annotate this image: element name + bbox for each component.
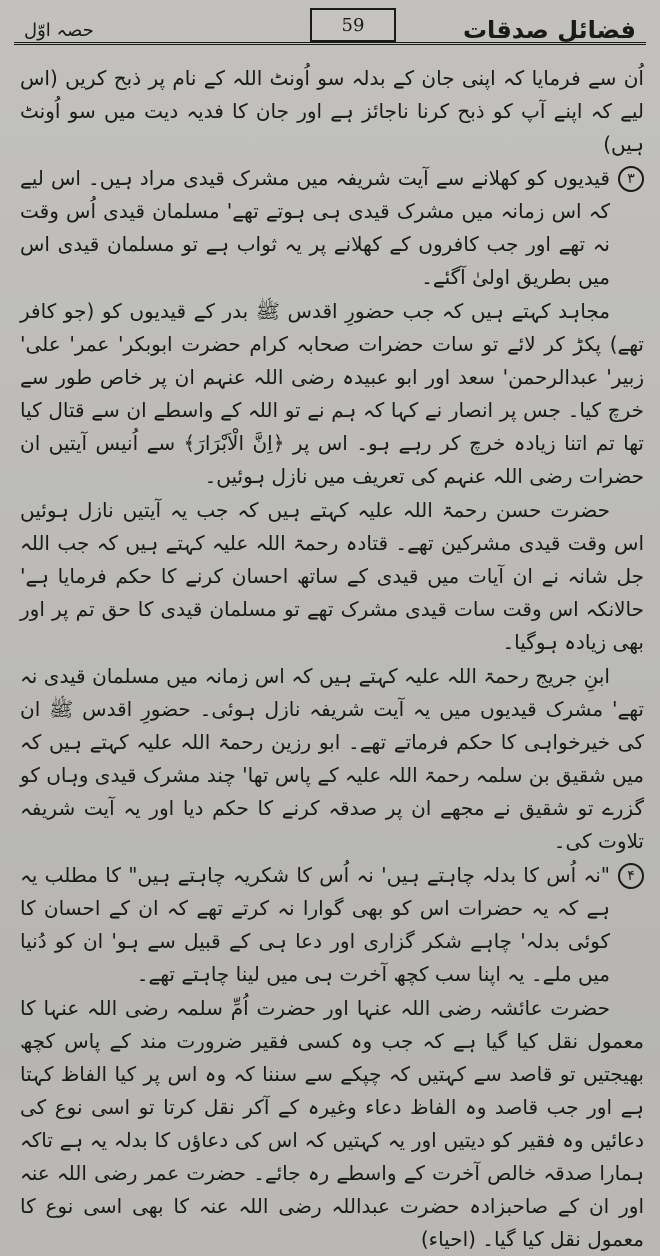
header-divider: [14, 42, 646, 45]
paragraph-4: حضرت حسن رحمۃ اللہ علیہ کہتے ہیں کہ جب یہ آیتیں نازل ہوئیں اس وقت قیدی مشرکین تھے۔ قتادہ رحمۃ اللہ علیہ کہتے ہیں کہ جب اللہ جل شانہ نے ان آیات میں قیدی کے ساتھ احسان کرنے کا حکم فرمایا ہے' حالانکہ اس وقت سات قیدی مشرک تھے تو مسلمان قیدی کا حق تم پر اور بھی زیادہ ہوگیا۔: [20, 498, 644, 654]
page-number: 59: [341, 14, 365, 36]
part-label: حصہ اوّل: [24, 20, 94, 41]
page-header: [18, 8, 642, 54]
paragraph-6: [20, 859, 644, 991]
page-number-box: [310, 8, 396, 42]
paragraph-2-text: قیدیوں کو کھلانے سے آیت شریفہ میں مشرک قیدی مراد ہیں۔ اس لیے کہ اس زمانہ میں مشرک قیدی ہی ہوتے تھے' مسلمان قیدی اُس وقت نہ تھے اور جب کافروں کے کھلانے پر یہ ثواب ہے تو مسلمان قیدی اس میں بطریق اولیٰ آگئے۔: [20, 166, 610, 289]
paragraph-3: مجاہد کہتے ہیں کہ جب حضورِ اقدس ﷺ بدر کے قیدیوں کو (جو کافر تھے) پکڑ کر لائے تو سات حضرات صحابہ کرام حضرت ابوبکر' عمر' علی' زبیر' عبدالرحمن' سعد اور ابو عبیدہ رضی اللہ عنہم ان پر خاص طور سے خرچ کیا۔ جس پر انصار نے کہا کہ ہم نے تو اللہ کے واسطے ان سے قتال کیا تھا تم اتنا زیادہ خرچ کر رہے ہو۔ اس پر ﴿اِنَّ الْاَبْرَارَ﴾ سے اُنیس آیتیں ان حضرات رضی اللہ عنہم کی تعریف میں نازل ہوئیں۔: [20, 299, 644, 488]
book-title: فضائل صدقات: [462, 16, 636, 44]
page-body: [20, 62, 644, 1251]
paragraph-5: ابنِ جریج رحمۃ اللہ علیہ کہتے ہیں کہ اس زمانہ میں مسلمان قیدی نہ تھے' مشرک قیدیوں میں یہ آیت شریفہ نازل ہوئی۔ حضورِ اقدس ﷺ ان کی خیرخواہی کا حکم فرماتے تھے۔ ابو رزین رحمۃ اللہ علیہ کہتے ہیں کہ میں شقیق بن سلمہ رحمۃ اللہ علیہ کے پاس تھا' چند مشرک قیدی وہاں کو گزرے تو شقیق نے مجھے ان پر صدقہ کرنے کا حکم دیا اور یہ آیت شریفہ تلاوت کی۔: [20, 664, 644, 853]
paragraph-number-badge: ۴: [618, 863, 644, 889]
paragraph-7: حضرت عائشہ رضی اللہ عنہا اور حضرت اُمِّ سلمہ رضی اللہ عنہا کا معمول نقل کیا گیا ہے کہ جب وہ کسی فقیر ضرورت مند کے پاس کچھ بھیجتیں تو قاصد سے کہتیں کہ چپکے سے سننا کہ وہ اس پر کیا الفاظ کہتا ہے اور جب قاصد وہ الفاظ دعاء وغیرہ کے آکر نقل کرتا تو اسی نوع کی دعائیں وہ فقیر کو دیتیں اور یہ کہتیں کہ اس کی دعاؤں کا بدلہ یہ ہے تاکہ ہمارا صدقہ خالص آخرت کے واسطے رہ جائے۔ حضرت عمر رضی اللہ عنہ اور ان کے صاحبزادہ حضرت عبداللہ رضی اللہ عنہ کا بھی اسی نوع کا معمول نقل کیا گیا۔ (احیاء): [20, 996, 644, 1251]
paragraph-6-text: "نہ اُس کا بدلہ چاہتے ہیں' نہ اُس کا شکریہ چاہتے ہیں" کا مطلب یہ ہے کہ یہ حضرات اس کو بھی گوارا نہ کرتے تھے کہ ان کے احسان کا کوئی بدلہ' چاہے شکر گزاری اور دعا ہی کے قبیل سے ہو' ان کو دُنیا میں ملے۔ یہ اپنا سب کچھ آخرت ہی میں لینا چاہتے تھے۔: [20, 863, 610, 986]
paragraph-2: [20, 162, 644, 294]
paragraph-number-badge: ۳: [618, 166, 644, 192]
paragraph-1: اُن سے فرمایا کہ اپنی جان کے بدلہ سو اُونٹ اللہ کے نام پر ذبح کریں (اس لیے کہ اپنے آپ کو ذبح کرنا ناجائز ہے اور جان کا فدیہ دیت میں سو اُونٹ ہیں): [20, 66, 644, 156]
